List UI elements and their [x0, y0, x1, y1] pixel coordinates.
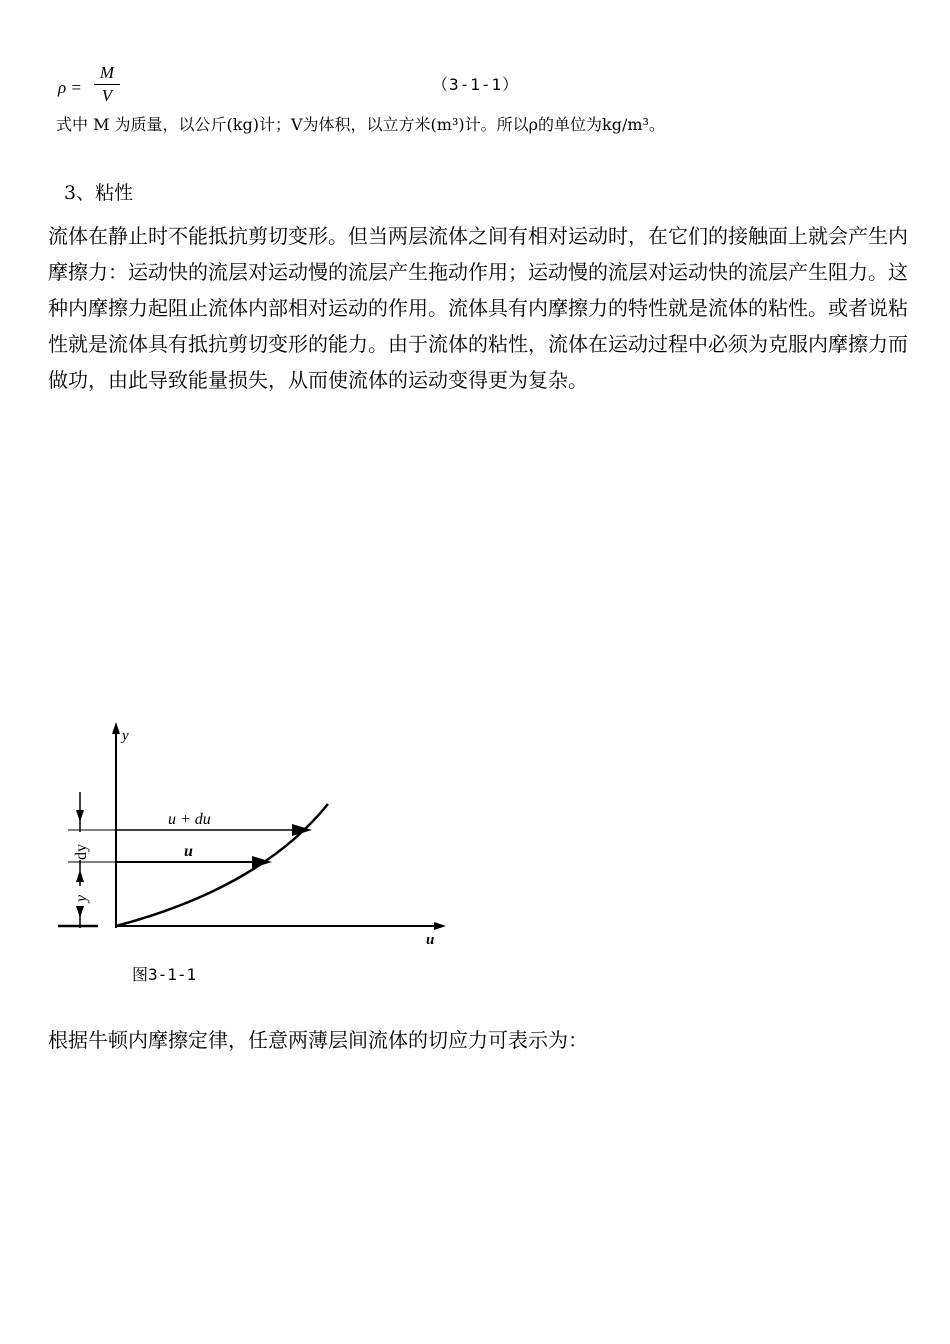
closing-paragraph: 根据牛顿内摩擦定律，任意两薄层间流体的切应力可表示为： [48, 1028, 588, 1052]
velocity-profile-curve [116, 804, 328, 926]
velocity-profile-figure [50, 718, 470, 962]
formula-denominator: V [101, 86, 113, 105]
formula-fraction [94, 62, 120, 107]
formula-numerator: M [99, 63, 115, 82]
y-bottom-arrow [76, 906, 84, 918]
y-axis-label: y [122, 728, 129, 744]
lower-velocity-label: u [184, 843, 193, 860]
velocity-profile-diagram [50, 718, 470, 958]
formula-lhs: ρ = [58, 78, 82, 97]
upper-velocity-label: u + du [168, 811, 211, 828]
formula-note: 式中 M 为质量，以公斤(kg)计；V为体积，以立方米(m³)计。所以ρ的单位为kg/m³。 [56, 115, 665, 134]
dy-bottom-arrow [76, 870, 84, 882]
equation-number: （3-1-1） [432, 75, 520, 94]
x-axis-label: u [426, 932, 435, 948]
section-heading: 3、粘性 [64, 182, 134, 204]
dy-top-arrow [76, 810, 84, 822]
dy-label: dy [73, 844, 90, 860]
figure-caption: 图3-1-1 [132, 965, 197, 984]
y-dimension-label: y [73, 894, 90, 902]
viscosity-paragraph: 流体在静止时不能抵抗剪切变形。但当两层流体之间有相对运动时，在它们的接触面上就会产生内摩擦力：运动快的流层对运动慢的流层产生拖动作用；运动慢的流层对运动快的流层产生阻力。这种内摩擦力起阻止流体内部相对运动的作用。流体具有内摩擦力的特性就是流体的粘性。或者说粘性就是流体具有抵抗剪切变形的能力。由于流体的粘性，流体在运动过程中必须为克服内摩擦力而做功，由此导致能量损失，从而使流体的运动变得更为复杂。 [48, 224, 908, 392]
x-axis-arrow [434, 922, 446, 930]
y-axis-arrow [112, 722, 120, 734]
